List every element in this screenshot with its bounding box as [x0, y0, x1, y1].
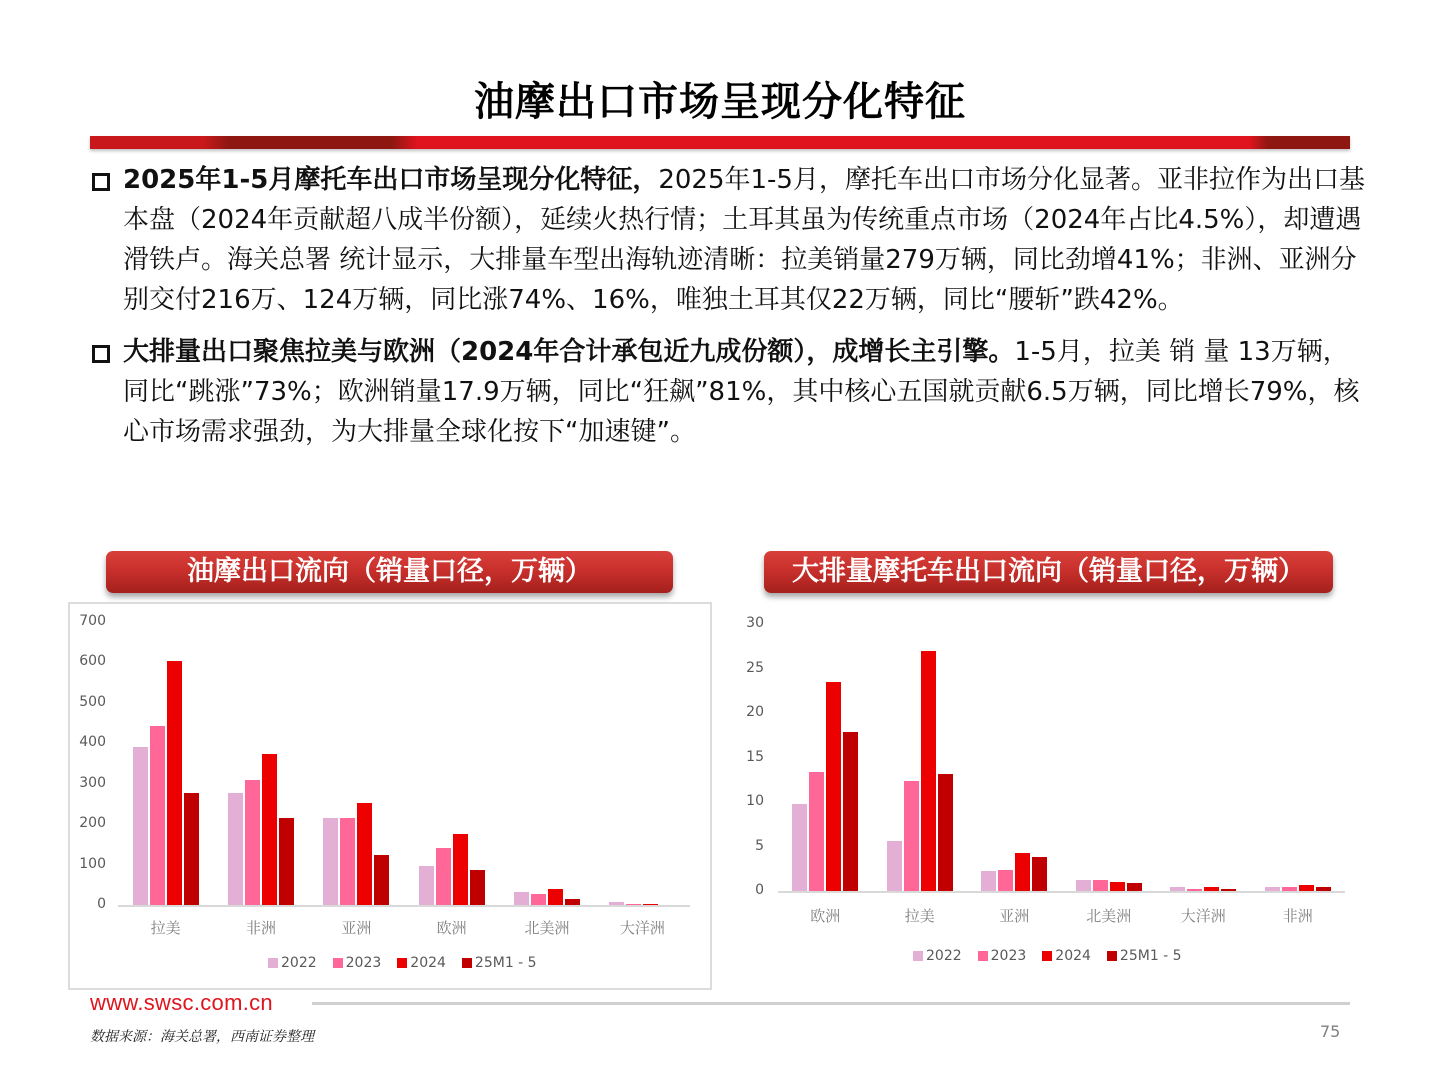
- bar-2023-4: [531, 894, 546, 905]
- bar-2022-5: [1265, 887, 1280, 891]
- title-divider-bar: [90, 136, 1350, 149]
- legend-item: [268, 955, 317, 971]
- bar-2022-4: [1170, 887, 1185, 891]
- bar-2022-3: [419, 866, 434, 905]
- bar-25M1-5-1: [938, 774, 953, 891]
- x-axis-category-label: 北美洲: [524, 919, 570, 937]
- bar-2023-2: [998, 870, 1013, 891]
- bar-2023-5: [626, 904, 641, 905]
- x-axis-category-label: 欧洲: [436, 919, 467, 937]
- x-axis-category-label: 非洲: [1282, 907, 1313, 925]
- bar-25M1-5-0: [184, 793, 199, 905]
- legend-swatch-icon: [1107, 951, 1117, 961]
- bar-25M1-5-5: [1316, 887, 1331, 891]
- legend-swatch-icon: [268, 958, 278, 968]
- y-axis-tick-label: 400: [79, 734, 106, 751]
- y-axis-tick-label: 200: [79, 815, 106, 832]
- y-axis-tick-label: 0: [97, 896, 106, 912]
- bar-2024-1: [921, 651, 936, 891]
- bar-2024-5: [643, 904, 658, 905]
- bullet-lead: 2025年1-5月摩托车出口市场呈现分化特征，: [123, 165, 659, 195]
- bar-2024-4: [1204, 887, 1219, 891]
- x-axis-category-label: 拉美: [150, 919, 181, 937]
- bullet-lead: 大排量出口聚焦拉美与欧洲（2024年合计承包近九成份额），成增长主引擎。: [123, 337, 1015, 367]
- legend-item: [333, 955, 382, 971]
- bar-25M1-5-2: [374, 855, 389, 905]
- y-axis-tick-label: 100: [79, 855, 106, 872]
- x-axis-category-label: 拉美: [904, 907, 935, 925]
- y-axis-tick-label: 15: [746, 748, 764, 765]
- chart-1-title: 油摩出口流向（销量口径，万辆）: [106, 551, 673, 593]
- footer-source-note: 数据来源：海关总署，西南证券整理: [90, 1029, 314, 1045]
- legend-label: 25M1 - 5: [474, 955, 537, 971]
- bar-25M1-5-4: [1221, 889, 1236, 891]
- page-title: 油摩出口市场呈现分化特征: [474, 79, 966, 125]
- legend-label: 2024: [410, 955, 446, 971]
- bar-2022-1: [887, 841, 902, 891]
- bar-25M1-5-3: [470, 870, 485, 905]
- legend-swatch-icon: [462, 958, 472, 968]
- bar-2024-5: [1299, 885, 1314, 891]
- x-axis-category-label: 亚洲: [341, 919, 372, 937]
- legend-item: [978, 948, 1027, 964]
- legend-swatch-icon: [1042, 951, 1052, 961]
- square-bullet-icon: [92, 345, 110, 363]
- page-number: 75: [1320, 1022, 1341, 1041]
- legend-swatch-icon: [913, 951, 923, 961]
- bar-2024-0: [167, 661, 182, 905]
- bar-25M1-5-2: [1032, 857, 1047, 891]
- y-axis-tick-label: 20: [746, 704, 764, 720]
- bullet-list: [90, 160, 1365, 464]
- bar-2022-2: [323, 818, 338, 905]
- y-axis-tick-label: 500: [79, 693, 106, 710]
- bar-2024-0: [826, 682, 841, 891]
- chart-1-legend: [268, 955, 537, 971]
- x-axis-category-label: 非洲: [245, 919, 276, 937]
- legend-item: [913, 948, 962, 964]
- bar-25M1-5-4: [565, 899, 580, 905]
- bar-2023-1: [904, 781, 919, 891]
- legend-label: 2022: [926, 948, 962, 964]
- bar-2024-2: [1015, 853, 1030, 891]
- x-axis-category-label: 大洋洲: [619, 919, 665, 937]
- bar-2023-3: [436, 848, 451, 905]
- bar-2022-3: [1076, 880, 1091, 891]
- bar-2023-0: [150, 726, 165, 905]
- chart-2-title: 大排量摩托车出口流向（销量口径，万辆）: [764, 551, 1333, 593]
- bullet-item-2: [90, 332, 1365, 452]
- legend-label: 2022: [281, 955, 317, 971]
- bar-2024-2: [357, 803, 372, 905]
- bar-2022-0: [792, 804, 807, 891]
- y-axis-tick-label: 300: [79, 774, 106, 791]
- legend-item: [1042, 948, 1091, 964]
- bar-2023-2: [340, 818, 355, 905]
- legend-label: 2023: [345, 955, 382, 971]
- legend-swatch-icon: [333, 958, 343, 968]
- bar-2023-0: [809, 772, 824, 891]
- y-axis-tick-label: 5: [755, 837, 764, 854]
- legend-swatch-icon: [978, 951, 988, 961]
- bar-2023-4: [1187, 889, 1202, 891]
- bar-2022-0: [133, 747, 148, 905]
- bar-25M1-5-1: [279, 818, 294, 905]
- bullet-body: 1-5月，拉美 销 量 13万辆，同比“跳涨”73%；欧洲销量17.9万辆，同比“狂飙”81%，其中核心五国就贡献6.5万辆，同比增长79%，核心市场需求强劲，为大排量全球化按下“加速键”。: [123, 337, 1360, 447]
- chart-2-legend: [913, 948, 1182, 964]
- legend-label: 2023: [990, 948, 1027, 964]
- bar-2024-1: [262, 754, 277, 905]
- y-axis-tick-label: 600: [79, 653, 106, 670]
- bar-2022-5: [609, 902, 624, 905]
- y-axis-tick-label: 10: [746, 793, 764, 809]
- footer-divider: [312, 1002, 1350, 1005]
- bullet-item-1: [90, 160, 1365, 320]
- bar-2023-1: [245, 780, 260, 905]
- bar-2024-3: [453, 834, 468, 905]
- x-axis-category-label: 北美洲: [1086, 907, 1132, 925]
- y-axis-tick-label: 30: [746, 615, 764, 631]
- bar-2022-4: [514, 892, 529, 905]
- legend-item: [1107, 948, 1182, 964]
- bar-2023-3: [1093, 880, 1108, 891]
- y-axis-tick-label: 700: [79, 613, 106, 629]
- x-axis-category-label: 欧洲: [810, 907, 841, 925]
- bar-2022-1: [228, 793, 243, 905]
- legend-swatch-icon: [397, 958, 407, 968]
- bar-2022-2: [981, 871, 996, 891]
- bar-25M1-5-0: [843, 732, 858, 891]
- y-axis-tick-label: 25: [746, 659, 764, 676]
- legend-label: 25M1 - 5: [1119, 948, 1182, 964]
- bullet-body: 2025年1-5月，摩托车出口市场分化显著。亚非拉作为出口基本盘（2024年贡献超八成半份额），延续火热行情；土耳其虽为传统重点市场（2024年占比4.5%），却遭遇滑铁卢。海关总署 统计显示，大排量车型出海轨迹清晰：拉美销量279万辆，同比劲增41%；非洲、亚洲分别交付216万、124万辆，同比涨74%、16%，唯独土耳其仅22万辆，同比“腰斩”跌42%。: [123, 165, 1365, 315]
- x-axis-line: [118, 905, 690, 907]
- x-axis-category-label: 大洋洲: [1180, 907, 1226, 925]
- bar-25M1-5-3: [1127, 883, 1142, 891]
- bar-2024-4: [548, 889, 563, 905]
- y-axis-tick-label: 0: [755, 882, 764, 898]
- bar-2024-3: [1110, 882, 1125, 891]
- x-axis-category-label: 亚洲: [999, 907, 1030, 925]
- footer-url-link[interactable]: www.swsc.com.cn: [90, 990, 273, 1015]
- legend-item: [397, 955, 446, 971]
- legend-label: 2024: [1055, 948, 1091, 964]
- x-axis-line: [778, 891, 1345, 893]
- square-bullet-icon: [92, 173, 110, 191]
- legend-item: [462, 955, 537, 971]
- bar-2023-5: [1282, 887, 1297, 891]
